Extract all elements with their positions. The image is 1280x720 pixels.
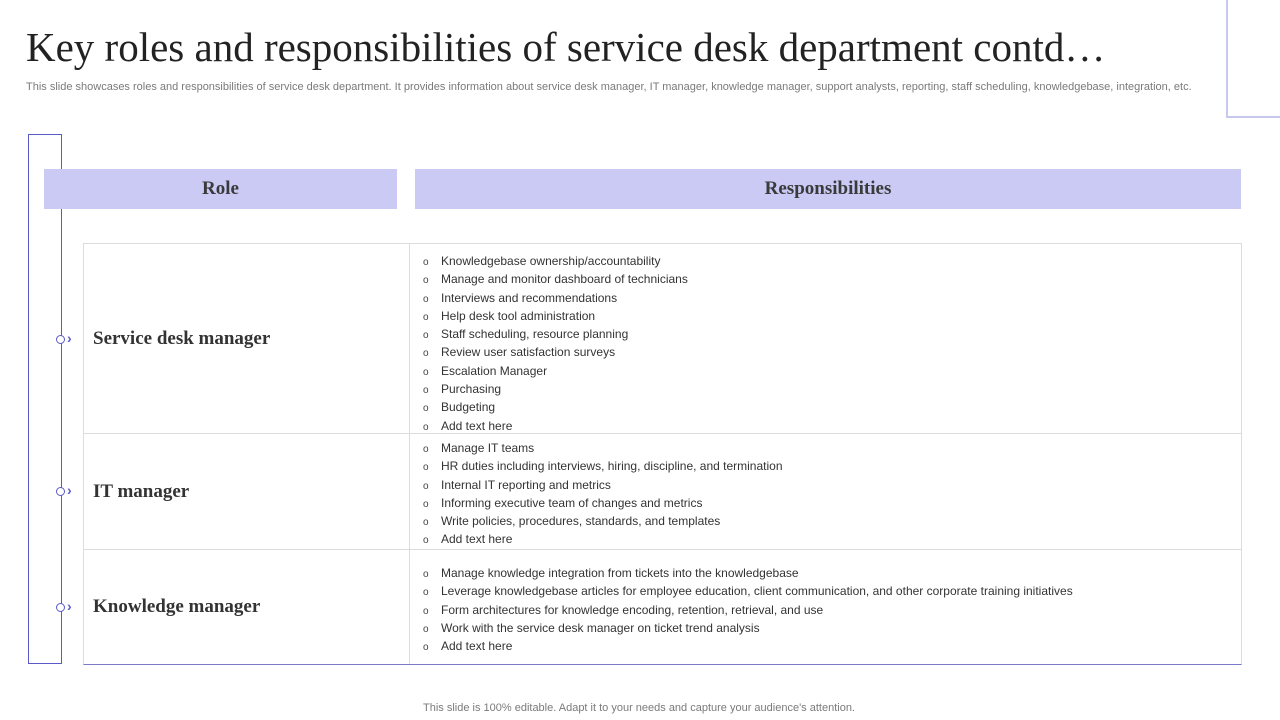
responsibilities-header: Responsibilities [415,169,1241,209]
responsibility-text: Manage and monitor dashboard of technicians [441,272,688,287]
bullet-icon: o [423,480,429,492]
list-item [422,620,1241,638]
timeline-marker-service-desk-manager [56,330,78,346]
responsibility-text: Form architectures for knowledge encoding, retention, retrieval, and use [441,602,824,617]
bullet-icon: o [423,623,429,635]
slide-title: Key roles and responsibilities of service desk department contd… [26,24,1106,70]
responsibility-list [422,253,1241,436]
bullet-icon: o [423,517,429,529]
responsibility-text: Add text here [441,639,513,654]
circle-icon [56,487,65,496]
timeline-marker-it-manager [56,482,78,498]
responsibility-text: Knowledgebase ownership/accountability [441,254,661,268]
responsibility-text: HR duties including interviews, hiring, discipline, and termination [441,459,783,474]
list-item [422,290,1241,308]
responsibilities-cell [410,434,1241,549]
responsibility-text: Escalation Manager [441,363,548,378]
responsibilities-cell [410,244,1241,433]
bullet-icon: o [423,498,429,510]
corner-decoration [1226,0,1280,118]
chevron-right-icon: › [67,330,72,346]
list-item [422,495,1241,513]
responsibility-text: Budgeting [441,400,496,415]
responsibility-text: Purchasing [441,382,502,397]
list-item [422,638,1241,656]
bullet-icon: o [423,569,429,580]
responsibility-text: Leverage knowledgebase articles for employee education, client communication, and other corporate training initiatives [441,584,1073,599]
responsibility-text: Write policies, procedures, standards, and templates [441,514,721,529]
bullet-icon: o [423,385,429,397]
bullet-icon: o [423,587,429,599]
responsibility-text: Informing executive team of changes and metrics [441,495,703,510]
slide-footer: This slide is 100% editable. Adapt it to your needs and capture your audience's attention. [423,702,855,714]
list-item [422,513,1241,531]
list-item [422,399,1241,417]
list-item [422,344,1241,362]
timeline-frame [28,134,62,664]
responsibility-text: Add text here [441,532,513,547]
list-item [422,458,1241,476]
bullet-icon: o [423,311,429,323]
list-item [422,531,1241,549]
list-item [422,253,1241,271]
responsibility-list [422,565,1241,656]
bullet-icon: o [423,642,429,654]
responsibility-text: Interviews and recommendations [441,290,618,305]
list-item [422,565,1241,583]
responsibility-text: Review user satisfaction surveys [441,345,616,360]
responsibility-text: Work with the service desk manager on ticket trend analysis [441,620,760,635]
circle-icon [56,335,65,344]
list-item [422,477,1241,495]
list-item [422,271,1241,289]
timeline-marker-knowledge-manager [56,598,78,614]
role-name: Service desk manager [84,244,410,433]
bullet-icon: o [423,535,429,547]
table-row-knowledge-manager [84,550,1241,664]
list-item [422,440,1241,458]
role-header: Role [44,169,397,209]
slide-subtitle: This slide showcases roles and responsibilities of service desk department. It provides information about service desk manager, IT manager, knowledge manager, support analysts, reporting, staff scheduling, knowledgebase, integration, etc. [26,81,1192,93]
table-row-it-manager [84,434,1241,550]
responsibilities-cell [410,550,1241,664]
role-name: IT manager [84,434,410,549]
responsibility-text: Manage knowledge integration from tickets into the knowledgebase [441,566,799,580]
bullet-icon: o [423,257,429,268]
responsibility-list [422,440,1241,550]
responsibility-text: Staff scheduling, resource planning [441,327,629,342]
responsibility-text: Help desk tool administration [441,308,596,323]
bullet-icon: o [423,330,429,342]
list-item [422,308,1241,326]
list-item [422,381,1241,399]
bullet-icon: o [423,403,429,415]
list-item [422,363,1241,381]
bullet-icon: o [423,421,429,433]
bullet-icon: o [423,605,429,617]
role-name: Knowledge manager [84,550,410,664]
roles-table [83,243,1242,665]
responsibility-text: Internal IT reporting and metrics [441,477,611,492]
chevron-right-icon: › [67,482,72,498]
bullet-icon: o [423,275,429,287]
responsibility-text: Manage IT teams [441,441,535,455]
bullet-icon: o [423,366,429,378]
bullet-icon: o [423,348,429,360]
table-row-service-desk-manager [84,244,1241,434]
bullet-icon: o [423,444,429,455]
list-item [422,326,1241,344]
bullet-icon: o [423,293,429,305]
circle-icon [56,603,65,612]
list-item [422,583,1241,601]
list-item [422,602,1241,620]
chevron-right-icon: › [67,598,72,614]
bullet-icon: o [423,462,429,474]
responsibility-text: Add text here [441,418,513,433]
